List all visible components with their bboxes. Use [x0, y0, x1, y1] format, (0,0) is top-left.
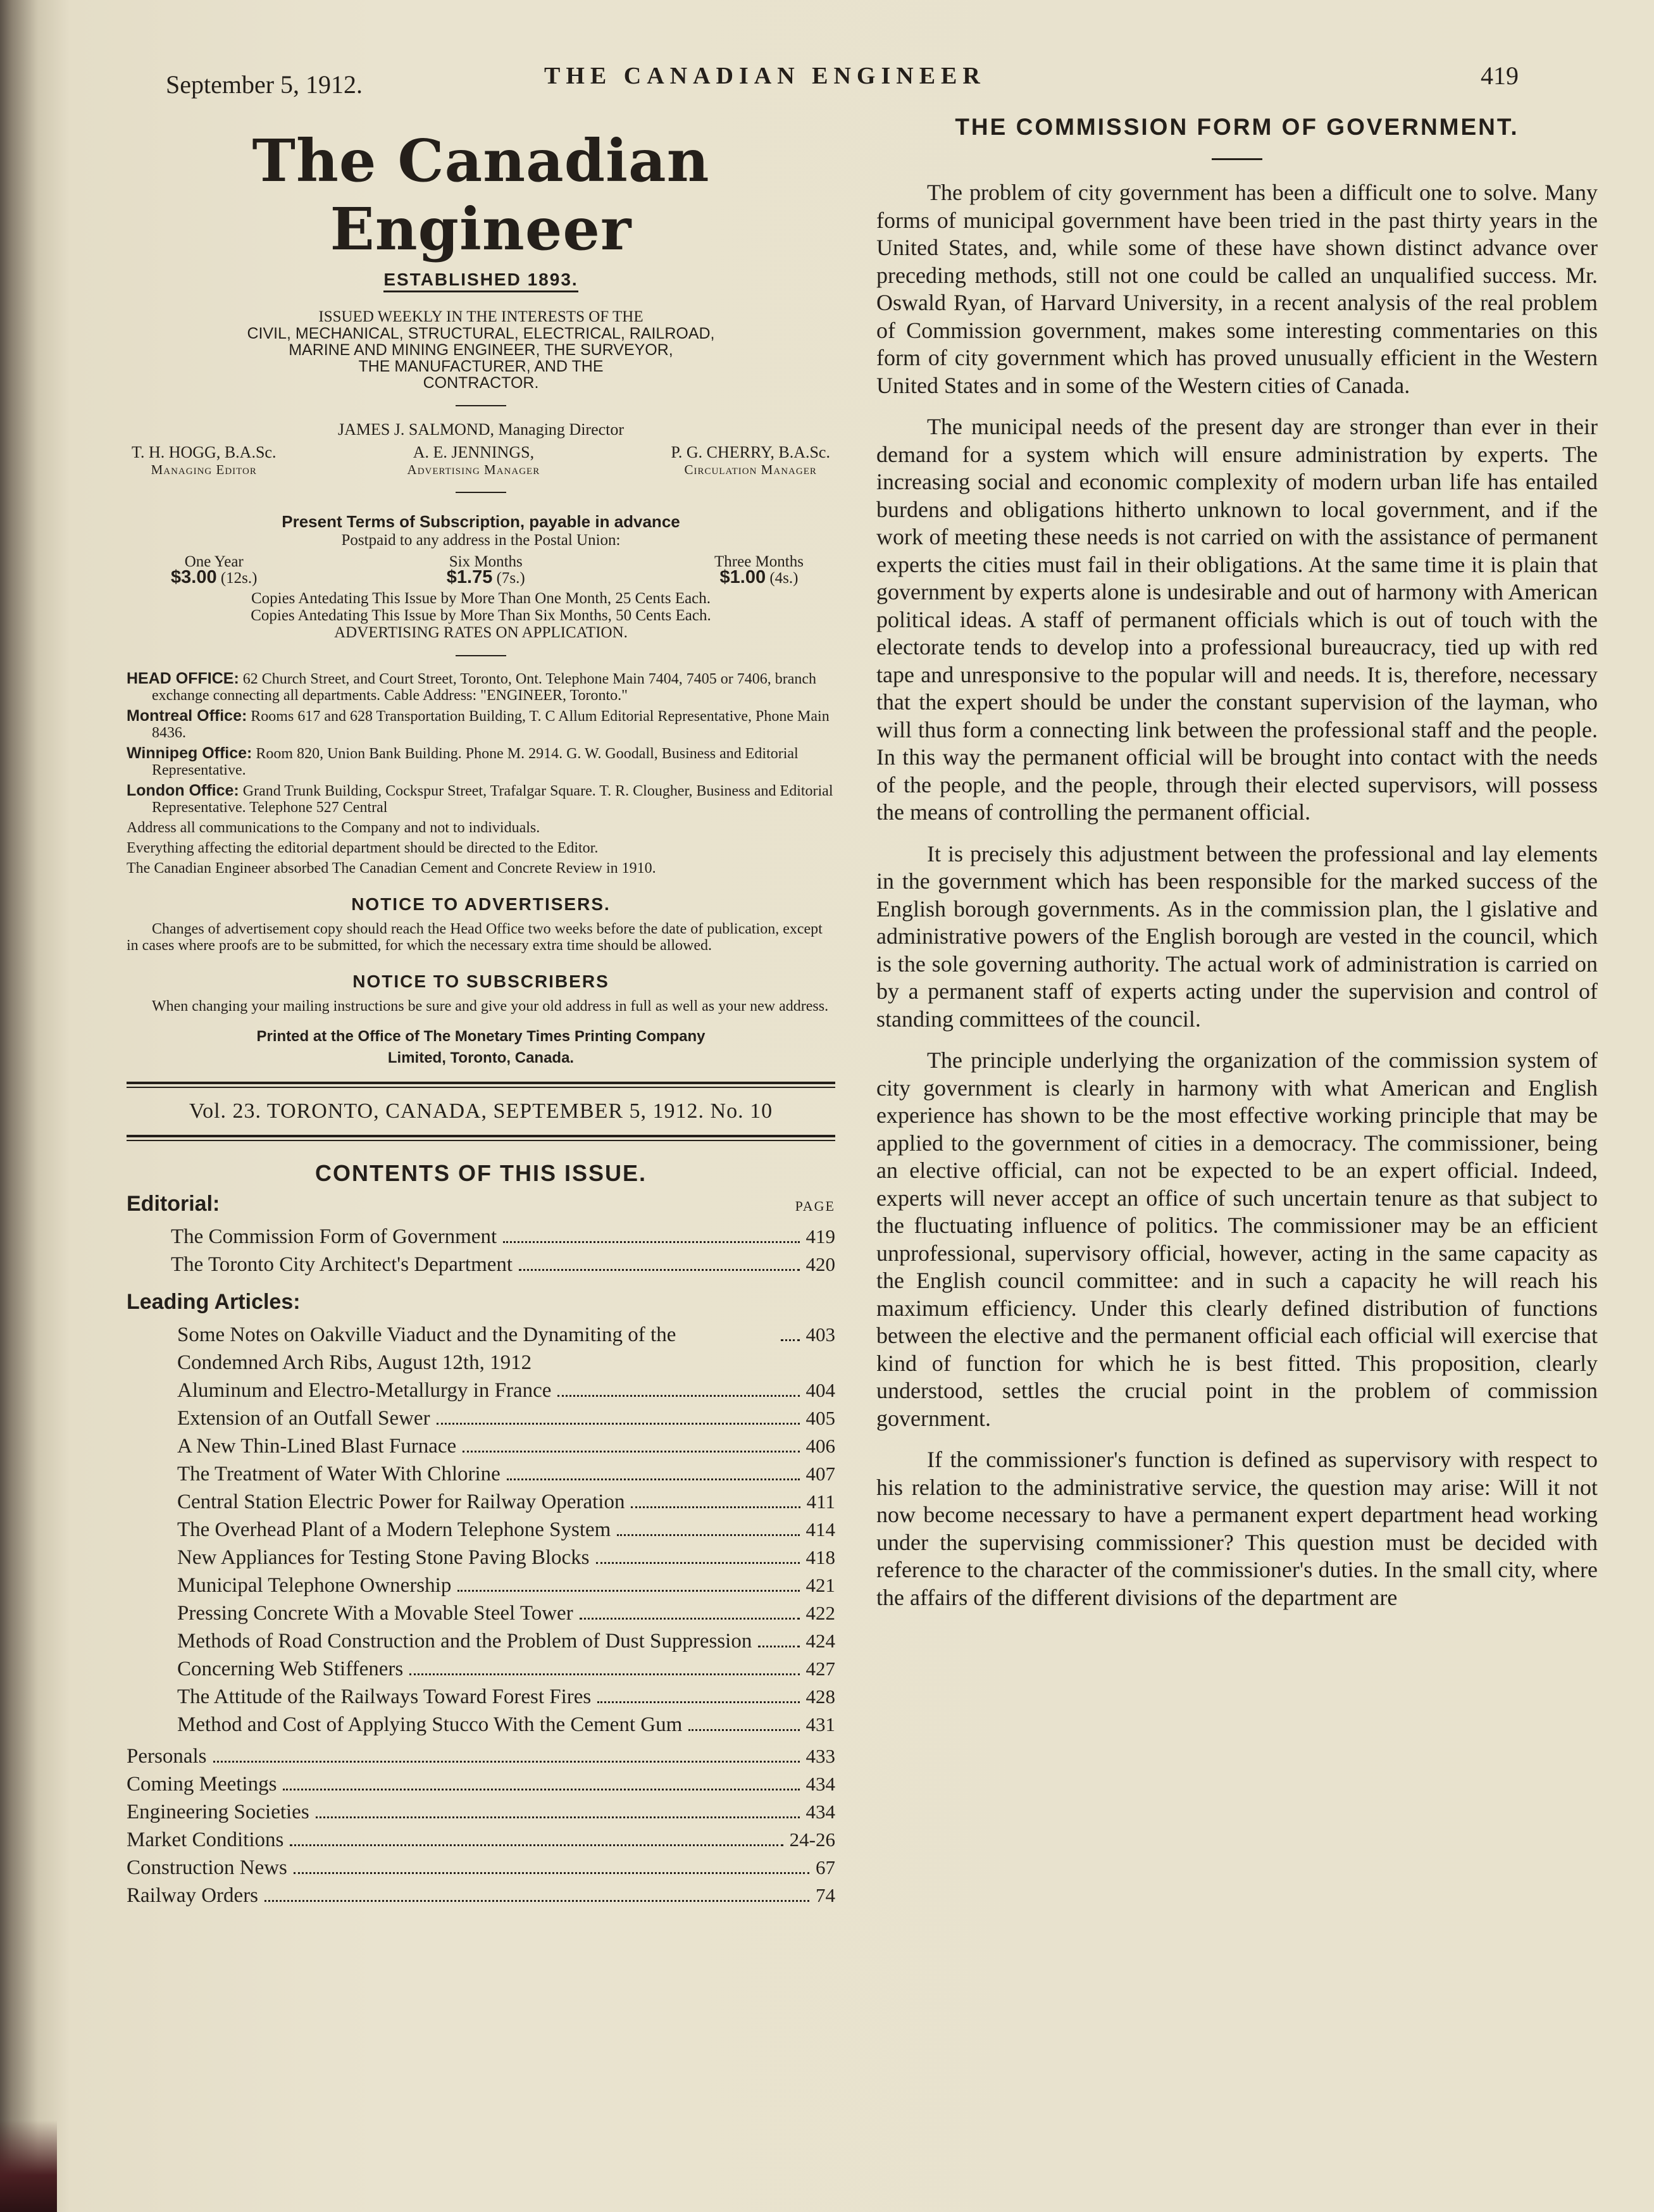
toc-page: 422: [805, 1602, 835, 1624]
toc-leader: [503, 1241, 799, 1243]
toc-title: Railway Orders: [127, 1884, 259, 1907]
office-entry: [127, 670, 835, 704]
toc-entry[interactable]: [127, 1742, 835, 1770]
staff-row: [127, 443, 835, 478]
antedating-line: Copies Antedating This Issue by More Than Six Months, 50 Cents Each.: [251, 607, 711, 624]
article-paragraph: The principle underlying the organization of the commission system of city government is clearly in harmony with what American and English experience has shown to be the most effective working principle that may be applied to the government of cities in a democracy. The commissioner, being an elective official, can not be expected to be an expert official. Indeed, experts will never accept an office of such uncertain tenure as that subject to the fluctuating influence of politics. The commissioner may be an efficient unprofessional, supervisory official, however, acting in the same capacity as the English council committee: and in such a capacity he will reach his maximum efficiency. Under this clearly defined distribution of functions between the elective and the permanent official each official will exercise that kind of function for which he is best fitted. This proposition, clearly understood, settles the crucial point in the problem of commission government.: [876, 1047, 1598, 1431]
office-text: Room 820, Union Bank Building. Phone M. 2914. G. W. Goodall, Business and Editorial Representative.: [152, 746, 799, 778]
toc-entry[interactable]: [127, 1223, 835, 1251]
office-label: HEAD OFFICE:: [127, 670, 239, 687]
article-paragraph: If the commissioner's function is defined as supervisory with respect to his relation to the administrative service, the question may arise: Will it not now become necessary to have a permanent expert department head working under the supervising commissioner? This question must be decided with reference to the character of the commissioner's duties. In the small city, where the affairs of the different divisions of the department are: [876, 1447, 1598, 1610]
toc-entry[interactable]: [127, 1404, 835, 1432]
toc-entry[interactable]: [127, 1488, 835, 1516]
toc-page: 428: [805, 1685, 835, 1708]
toc-leader: [580, 1618, 800, 1620]
staff-name: A. E. JENNINGS,: [413, 443, 535, 461]
masthead-title: The Canadian Engineer: [252, 127, 710, 263]
printer-credit: [127, 1026, 835, 1069]
toc-title: Methods of Road Construction and the Problem of Dust Suppression: [177, 1630, 752, 1653]
toc-page: 419: [805, 1225, 835, 1247]
office-label: Winnipeg Office:: [127, 744, 252, 762]
leading-articles-list: [127, 1321, 835, 1739]
divider: [456, 655, 506, 656]
price-amount: $1.00: [719, 567, 766, 587]
office-text: Grand Trunk Building, Cockspur Street, Trafalgar Square. T. R. Clougher, Business and Editorial Representative. Telephone 527 Central: [152, 783, 833, 816]
toc-entry[interactable]: [127, 1516, 835, 1544]
toc-entry[interactable]: [127, 1770, 835, 1798]
right-column: [876, 114, 1598, 1625]
toc-title: Personals: [127, 1745, 207, 1768]
notice-subscribers-text: When changing your mailing instructions be sure and give your old address in full as well as your new address.: [152, 998, 829, 1015]
toc-entry[interactable]: [127, 1882, 835, 1909]
toc-entry[interactable]: [127, 1460, 835, 1488]
notice-subscribers-title: NOTICE TO SUBSCRIBERS: [352, 972, 609, 991]
toc-page: 434: [805, 1773, 835, 1795]
toc-entry[interactable]: [127, 1544, 835, 1572]
toc-page: 434: [805, 1801, 835, 1823]
toc-leader: [631, 1506, 800, 1508]
toc-leader: [519, 1269, 799, 1271]
page-column-label: PAGE: [795, 1198, 835, 1214]
toc-leader: [457, 1590, 799, 1592]
staff-person: [407, 443, 540, 478]
toc-entry[interactable]: [127, 1321, 835, 1377]
toc-page: 24-26: [789, 1828, 835, 1851]
toc-title: Aluminum and Electro-Metallurgy in France: [177, 1379, 552, 1402]
price-item: [447, 554, 525, 586]
toc-entry[interactable]: [127, 1377, 835, 1404]
staff-role: Advertising Manager: [407, 462, 540, 477]
divider: [1212, 158, 1262, 160]
issued-line: ISSUED WEEKLY IN THE INTERESTS OF THE: [318, 308, 644, 325]
running-title: THE CANADIAN ENGINEER: [544, 63, 986, 89]
toc-page: 421: [805, 1574, 835, 1596]
issued-line: MARINE AND MINING ENGINEER, THE SURVEYOR,: [289, 341, 673, 359]
price-item: [171, 554, 257, 586]
toc-page: 431: [805, 1713, 835, 1735]
toc-title: The Attitude of the Railways Toward Forest Fires: [177, 1685, 592, 1708]
toc-page: 414: [805, 1518, 835, 1540]
toc-entry[interactable]: [127, 1711, 835, 1739]
divider: [456, 492, 506, 493]
editorial-list: [127, 1223, 835, 1278]
divider: [456, 405, 506, 406]
price-amount: $1.75: [446, 567, 493, 587]
toc-entry[interactable]: [127, 1655, 835, 1683]
double-rule: [127, 1082, 835, 1088]
article-paragraph: The municipal needs of the present day are stronger than ever in their demand for a system which will ensure administration by experts. The increasing social and economic complexity of modern urban life has entailed burdens and obligations hitherto unknown to local government, and if the work of meeting these needs is not carried on with the assistance of permanent experts the cities must fail in their obligations. At the same time it is plain that government by experts alone is undesirable and out of harmony with American political ideas. A staff of permanent officials which is out of touch with the electorate tends to develop into a professional bureaucracy, tied up with red tape and unresponsive to the popular will and needs. It is, therefore, necessary that the expert should be under the constant supervision of the layman, who will thus form a connecting link between the professional staff and the people. In this way the permanent official will be brought into contact with the needs of the people, and the people, through their elected supervisors, will possess the means of controlling the permanent official.: [876, 414, 1598, 825]
office-label: London Office:: [127, 782, 239, 799]
volume-line: Vol. 23. TORONTO, CANADA, SEPTEMBER 5, 1912. No. 10: [189, 1099, 773, 1123]
toc-title: Extension of an Outfall Sewer: [177, 1407, 430, 1430]
toc-page: 424: [805, 1630, 835, 1652]
toc-title: New Appliances for Testing Stone Paving Blocks: [177, 1546, 590, 1569]
printer-line: Limited, Toronto, Canada.: [387, 1049, 575, 1066]
toc-title: The Overhead Plant of a Modern Telephone System: [177, 1518, 611, 1541]
toc-leader: [507, 1478, 800, 1480]
toc-page: 418: [805, 1546, 835, 1568]
toc-entry[interactable]: [127, 1826, 835, 1854]
office-entry: [127, 782, 835, 816]
toc-leader: [688, 1729, 799, 1731]
toc-leader: [596, 1562, 800, 1564]
toc-title: Construction News: [127, 1856, 287, 1879]
toc-leader: [316, 1816, 800, 1818]
toc-title: Central Station Electric Power for Railway Operation: [177, 1490, 625, 1513]
toc-entry[interactable]: [127, 1683, 835, 1711]
toc-page: 411: [806, 1490, 835, 1513]
price-label: Six Months: [449, 553, 523, 570]
offices-block: [127, 670, 835, 877]
double-rule: [127, 1135, 835, 1141]
staff-name: P. G. CHERRY, B.A.Sc.: [671, 443, 830, 461]
price-list: [171, 554, 804, 586]
toc-title: Pressing Concrete With a Movable Steel Tower: [177, 1602, 573, 1625]
advertising-rates: ADVERTISING RATES ON APPLICATION.: [334, 624, 628, 641]
toc-leader: [617, 1534, 799, 1536]
established-line: [127, 270, 835, 290]
toc-entry[interactable]: [127, 1627, 835, 1655]
toc-entry[interactable]: [127, 1854, 835, 1882]
toc-title: The Toronto City Architect's Department: [171, 1253, 513, 1276]
antedating-line: Copies Antedating This Issue by More Than One Month, 25 Cents Each.: [251, 590, 711, 607]
page-number: 419: [1481, 61, 1519, 90]
address-note: Address all communications to the Company and not to individuals.: [127, 820, 540, 836]
staff-name: T. H. HOGG, B.A.Sc.: [132, 443, 277, 461]
toc-entry[interactable]: [127, 1251, 835, 1278]
toc-leader: [264, 1900, 809, 1902]
binding-edge: [0, 2120, 57, 2212]
postpaid-line: Postpaid to any address in the Postal Union:: [341, 532, 621, 549]
issued-line: THE MANUFACTURER, AND THE: [358, 358, 604, 375]
toc-page: 433: [805, 1745, 835, 1767]
contents-title: CONTENTS OF THIS ISSUE.: [314, 1160, 647, 1186]
office-text: Rooms 617 and 628 Transportation Building, T. C Allum Editorial Representative, Phone Main 8436.: [152, 708, 830, 741]
toc-title: A New Thin-Lined Blast Furnace: [177, 1435, 457, 1458]
toc-entry[interactable]: [127, 1599, 835, 1627]
toc-leader: [463, 1451, 799, 1453]
editorial-heading-row: [127, 1192, 835, 1216]
toc-page: 74: [816, 1884, 835, 1906]
managing-director: JAMES J. SALMOND, Managing Director: [337, 420, 625, 439]
toc-leader: [409, 1673, 799, 1675]
toc-title: Market Conditions: [127, 1828, 284, 1851]
toc-leader: [213, 1761, 800, 1763]
toc-page: 420: [805, 1253, 835, 1275]
misc-list: [127, 1742, 835, 1909]
staff-role: Managing Editor: [151, 462, 257, 477]
issued-block: [127, 309, 835, 391]
price-sterling: (4s.): [769, 570, 799, 587]
editorial-label: Editorial:: [127, 1192, 220, 1216]
toc-title: Method and Cost of Applying Stucco With the Cement Gum: [177, 1713, 683, 1736]
toc-leader: [758, 1646, 799, 1647]
toc-leader: [781, 1339, 800, 1341]
toc-page: 67: [816, 1856, 835, 1878]
article-paragraph: It is precisely this adjustment between the professional and lay elements in the government which has been responsible for the marked success of the English borough governments. As in the commission plan, the l gislative and administrative powers of the English borough are vested in the council, which is the sole governing authority. The actual work of administration is carried on by a permanent staff of experts acting under the supervision and control of standing committees of the council.: [876, 840, 1598, 1032]
established-text: ESTABLISHED 1893.: [383, 270, 578, 292]
article-paragraph: The problem of city government has been a difficult one to solve. Many forms of municipal government have been tried in the past thirty years in the United States, and, while some of these have shown distinct advance over preceding methods, still not one could be called an unqualified success. Mr. Oswald Ryan, of Harvard University, in a recent analysis of the real problem of Commission government, makes some interesting commentaries on this form of city government which has proved unusually efficient in the Western United States and in some of the Western cities of Canada.: [876, 180, 1598, 398]
toc-page: 403: [805, 1323, 835, 1346]
notice-advertisers-title: NOTICE TO ADVERTISERS.: [351, 894, 611, 914]
price-sterling: (12s.): [220, 570, 258, 587]
toc-page: 427: [805, 1658, 835, 1680]
staff-person: [671, 443, 830, 478]
toc-page: 405: [805, 1407, 835, 1429]
toc-entry[interactable]: [127, 1798, 835, 1826]
subscription-title: Present Terms of Subscription, payable in advance: [282, 512, 680, 531]
issued-line: CIVIL, MECHANICAL, STRUCTURAL, ELECTRICAL, RAILROAD,: [247, 325, 715, 342]
toc-title: The Treatment of Water With Chlorine: [177, 1463, 501, 1485]
toc-leader: [290, 1844, 783, 1846]
toc-title: Concerning Web Stiffeners: [177, 1658, 404, 1680]
staff-person: [132, 443, 276, 478]
office-entry: [127, 745, 835, 778]
staff-role: Circulation Manager: [684, 462, 817, 477]
issued-line: CONTRACTOR.: [423, 374, 539, 392]
article-title: THE COMMISSION FORM OF GOVERNMENT.: [955, 114, 1519, 140]
toc-title: Engineering Societies: [127, 1801, 309, 1823]
left-column: [127, 120, 835, 1909]
price-sterling: (7s.): [496, 570, 525, 587]
toc-entry[interactable]: [127, 1572, 835, 1599]
toc-leader: [283, 1789, 799, 1790]
price-item: [714, 554, 804, 586]
toc-title: The Commission Form of Government: [171, 1225, 497, 1248]
leading-articles-label: Leading Articles:: [127, 1290, 301, 1314]
office-entry: [127, 708, 835, 741]
absorbed-note: The Canadian Engineer absorbed The Canadian Cement and Concrete Review in 1910.: [127, 860, 656, 877]
office-label: Montreal Office:: [127, 707, 247, 725]
notice-advertisers-text: Changes of advertisement copy should reach the Head Office two weeks before the date of publication, except in cases where proofs are to be submitted, for which the necessary extra time should be allowed.: [127, 921, 823, 954]
toc-title: Municipal Telephone Ownership: [177, 1574, 452, 1597]
toc-leader: [294, 1872, 809, 1874]
toc-title: Some Notes on Oakville Viaduct and the Dynamiting of the Condemned Arch Ribs, August 12th, 1912: [177, 1323, 676, 1374]
printer-line: Printed at the Office of The Monetary Times Printing Company: [256, 1028, 706, 1045]
price-label: One Year: [184, 553, 244, 570]
header-date: September 5, 1912.: [166, 70, 363, 99]
price-amount: $3.00: [171, 567, 217, 587]
toc-page: 407: [805, 1463, 835, 1485]
toc-leader: [597, 1701, 799, 1703]
toc-leader: [557, 1395, 799, 1397]
editorial-note: Everything affecting the editorial department should be directed to the Editor.: [127, 840, 599, 856]
office-text: 62 Church Street, and Court Street, Toronto, Ont. Telephone Main 7404, 7405 or 7406, branch exchange connecting all departments. Cable Address: "ENGINEER, Toronto.": [152, 671, 817, 704]
toc-title: Coming Meetings: [127, 1773, 277, 1796]
toc-entry[interactable]: [127, 1432, 835, 1460]
toc-page: 404: [805, 1379, 835, 1401]
toc-page: 406: [805, 1435, 835, 1457]
toc-leader: [437, 1423, 800, 1425]
price-label: Three Months: [714, 553, 804, 570]
